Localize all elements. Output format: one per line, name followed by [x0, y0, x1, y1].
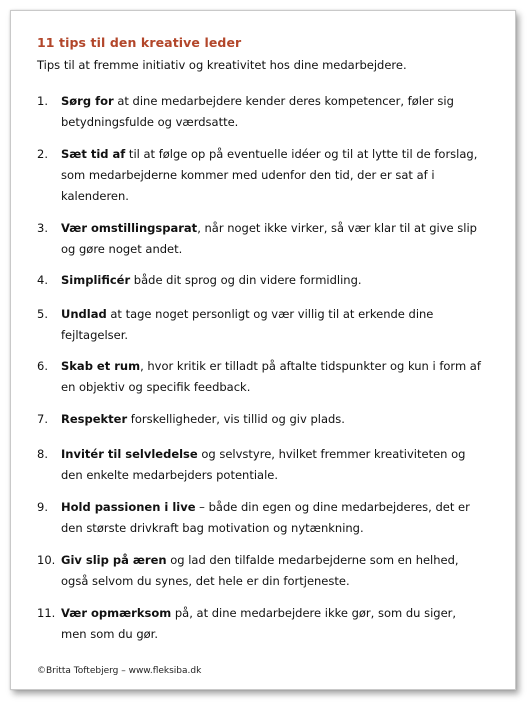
tip-number: 5. — [37, 307, 48, 321]
tip-number: 8. — [37, 447, 48, 461]
tip-body: på, at dine medarbejdere ikke gør, som du siger, men som du gør. — [61, 606, 457, 641]
tip-text — [61, 304, 485, 346]
tip-text — [61, 270, 485, 291]
tip-body: – både din egen og dine medarbejderes, det er den største drivkraft bag motivation og nytænkning. — [61, 500, 470, 535]
tip-number: 10. — [37, 553, 56, 567]
tip-item-6 — [37, 356, 485, 398]
tip-number: 7. — [37, 412, 48, 426]
tip-body: både dit sprog og din videre formidling. — [130, 273, 362, 287]
tip-body: og selvstyre, hvilket fremmer kreativiteten og den enkelte medarbejders potentiale. — [61, 447, 466, 482]
tip-item-4 — [37, 270, 485, 291]
tip-item-10 — [37, 550, 485, 592]
tip-keyword: Sæt tid af — [61, 147, 126, 161]
tip-number: 4. — [37, 273, 48, 287]
tip-body: at tage noget personligt og vær villig til at erkende dine fejltagelser. — [61, 307, 434, 342]
tip-number: 11. — [37, 606, 56, 620]
tip-item-2 — [37, 144, 485, 207]
tip-item-9 — [37, 497, 485, 539]
tip-body: forskelligheder, vis tillid og giv plads. — [127, 412, 345, 426]
tip-text — [61, 144, 485, 207]
tip-text — [61, 444, 485, 486]
tip-body: og lad den tilfalde medarbejderne som en helhed, også selvom du synes, det hele er din fortjeneste. — [61, 553, 459, 588]
tip-item-5 — [37, 304, 485, 346]
tip-keyword: Undlad — [61, 307, 107, 321]
tip-text — [61, 409, 485, 430]
tip-body: , hvor kritik er tilladt på aftalte tidspunkter og kun i form af en objektiv og specifik feedback. — [61, 359, 481, 394]
tip-keyword: Skab et rum — [61, 359, 141, 373]
copyright-footer: ©Britta Toftebjerg – www.fleksiba.dk — [37, 666, 202, 676]
tip-text — [61, 356, 485, 398]
tip-keyword: Giv slip på æren — [61, 553, 167, 567]
tip-item-11 — [37, 603, 485, 645]
tip-item-7 — [37, 409, 485, 430]
tip-item-3 — [37, 218, 485, 260]
tip-keyword: Simplificér — [61, 273, 131, 287]
tip-text — [61, 603, 485, 645]
tip-keyword: Sørg for — [61, 94, 114, 108]
tip-text — [61, 550, 485, 592]
tip-body: , når noget ikke virker, så vær klar til at give slip og gøre noget andet. — [61, 221, 477, 256]
tip-text — [61, 497, 485, 539]
tip-item-1 — [37, 91, 485, 133]
tip-text — [61, 218, 485, 260]
tip-number: 2. — [37, 147, 48, 161]
tip-keyword: Vær omstillingsparat — [61, 221, 198, 235]
tip-keyword: Respekter — [61, 412, 128, 426]
tip-number: 9. — [37, 500, 48, 514]
tip-number: 6. — [37, 359, 48, 373]
document-subtitle: Tips til at fremme initiativ og kreativitet hos dine medarbejdere. — [37, 58, 407, 72]
tip-number: 1. — [37, 94, 48, 108]
tip-text — [61, 91, 485, 133]
tip-keyword: Vær opmærksom — [61, 606, 172, 620]
tip-keyword: Invitér til selvledelse — [61, 447, 198, 461]
tip-item-8 — [37, 444, 485, 486]
document-title: 11 tips til den kreative leder — [37, 35, 242, 50]
document-page — [10, 10, 516, 690]
tip-keyword: Hold passionen i live — [61, 500, 196, 514]
tip-body: at dine medarbejdere kender deres kompetencer, føler sig betydningsfulde og værdsatte. — [61, 94, 454, 129]
tip-number: 3. — [37, 221, 48, 235]
tip-body: til at følge op på eventuelle idéer og til at lytte til de forslag, som medarbejderne kommer med udenfor den tid, der er sat af i kalenderen. — [61, 147, 478, 203]
